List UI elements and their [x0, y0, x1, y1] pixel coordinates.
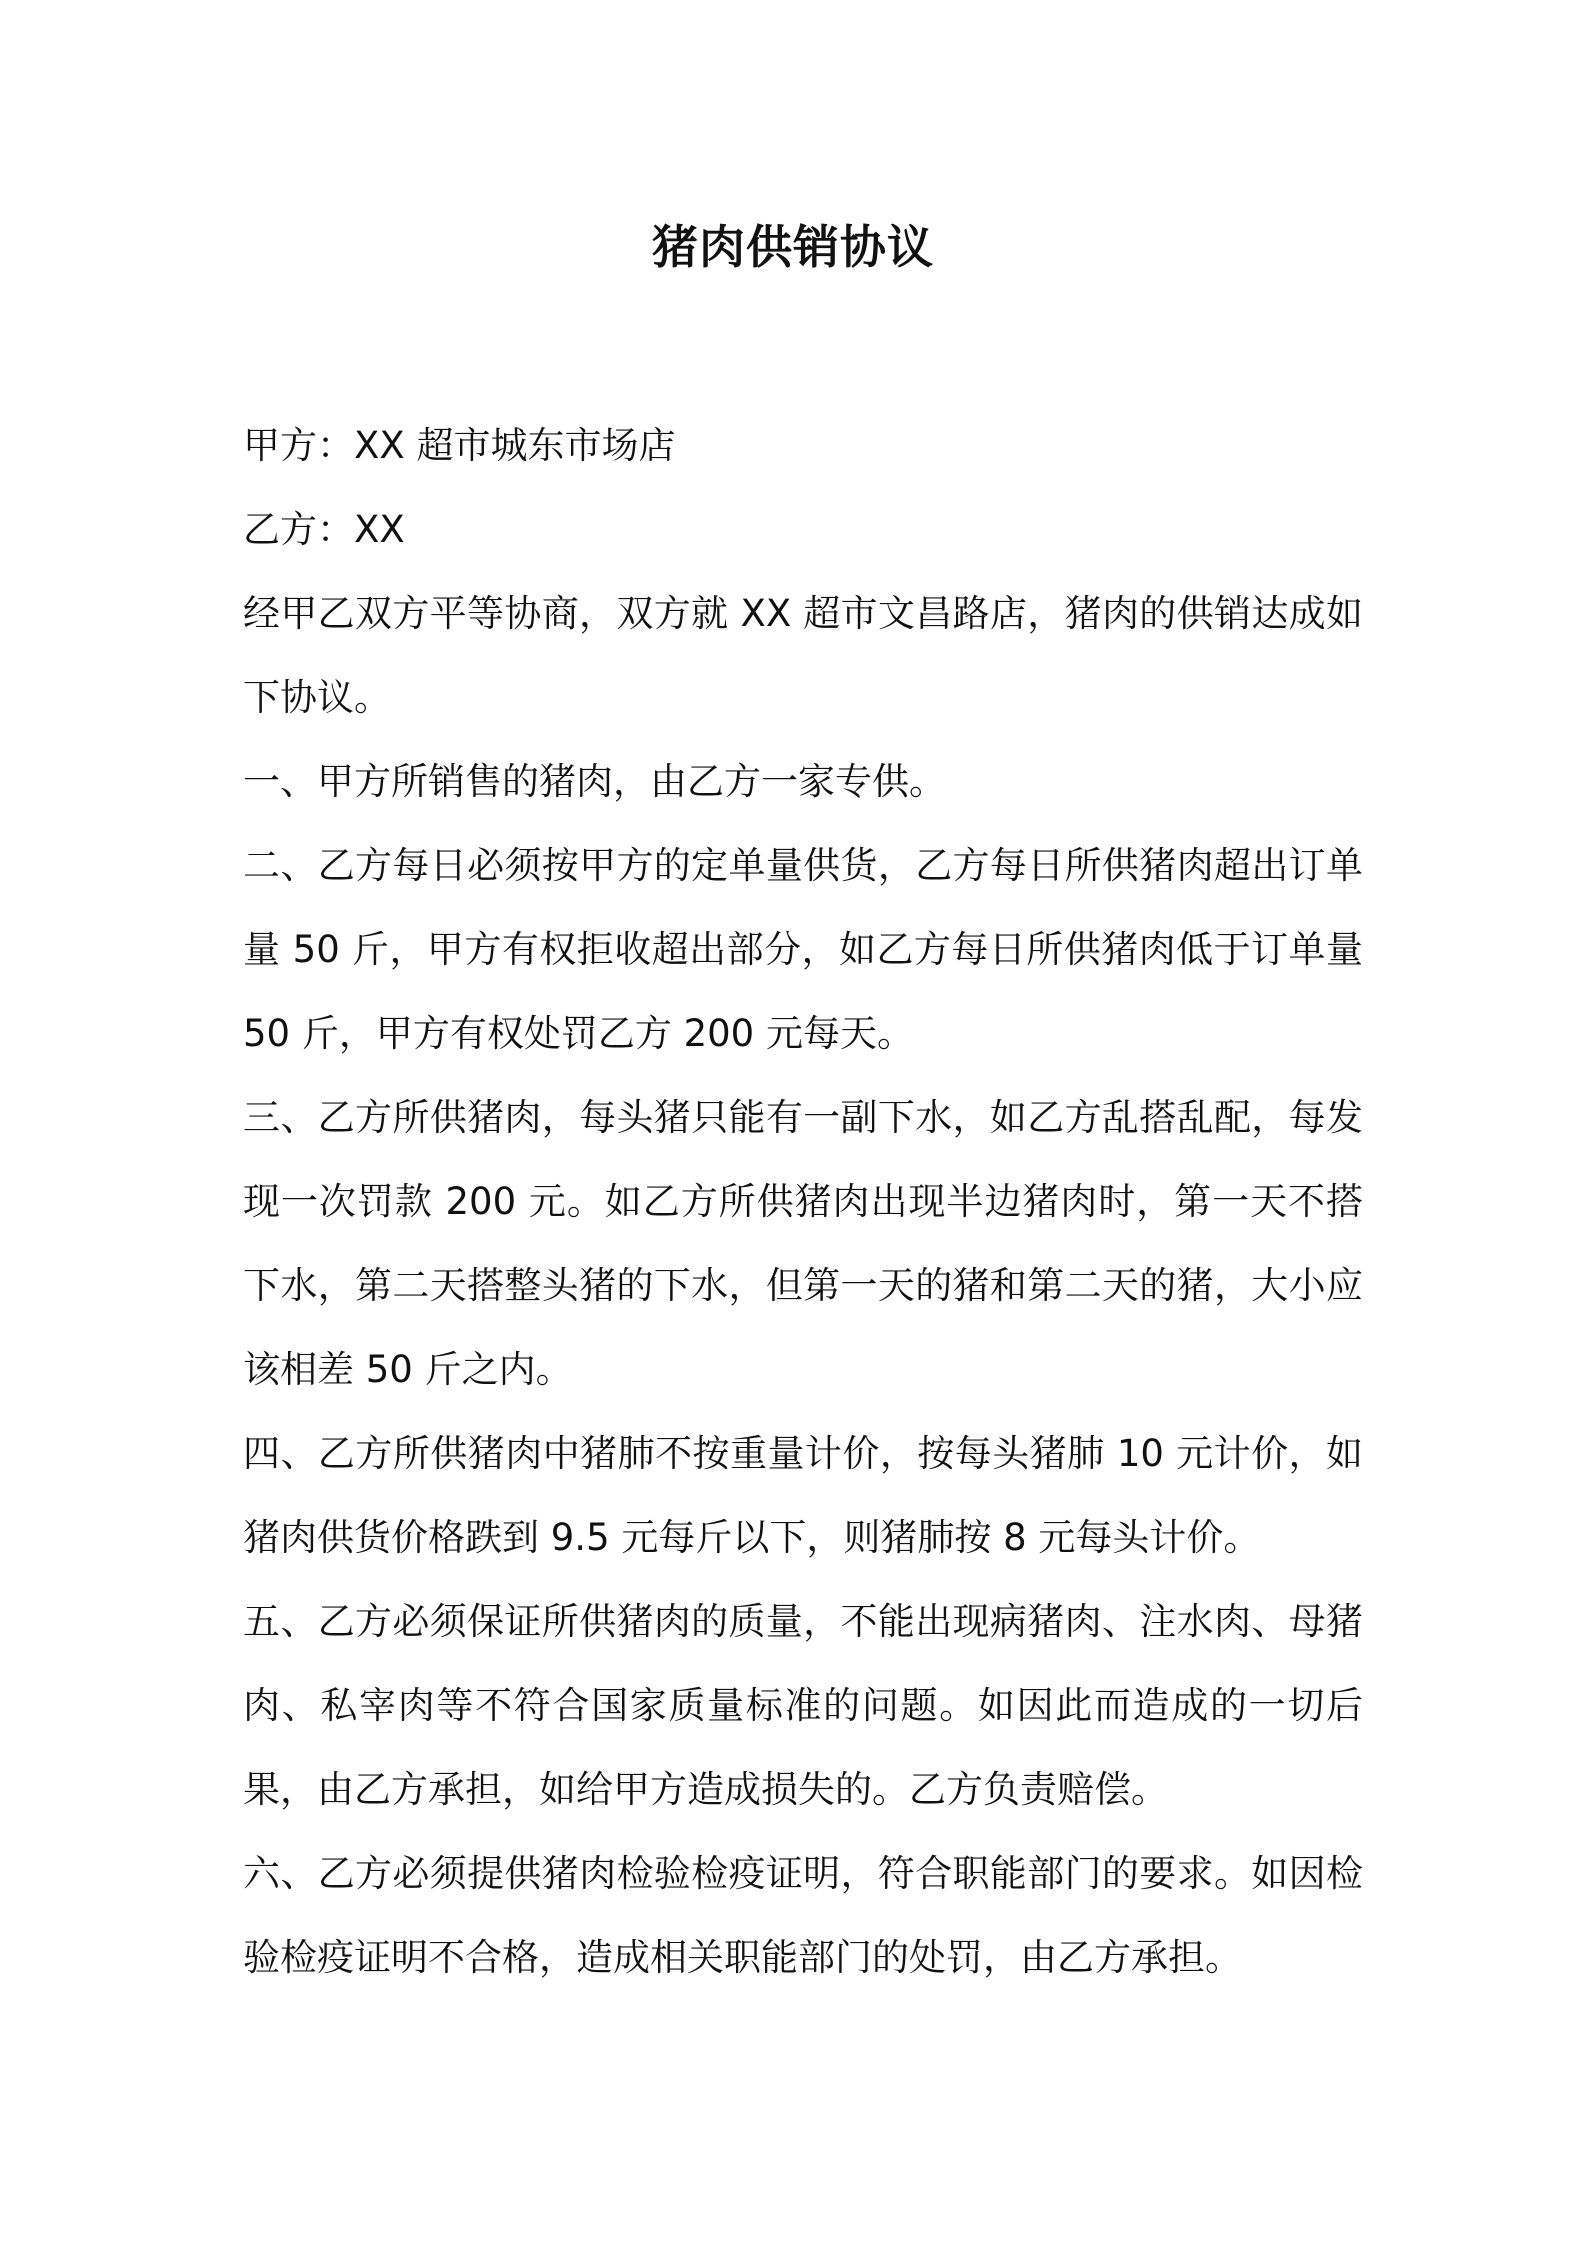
preamble-paragraph: 经甲乙双方平等协商，双方就 XX 超市文昌路店，猪肉的供销达成如下协议。	[243, 592, 1363, 719]
clause-4: 四、乙方所供猪肉中猪肺不按重量计价，按每头猪肺 10 元计价，如猪肉供货价格跌到 9.5 元每斤以下，则猪肺按 8 元每头计价。	[243, 1432, 1363, 1559]
party-b-line: 乙方：XX	[243, 508, 405, 551]
clause-3: 三、乙方所供猪肉，每头猪只能有一副下水，如乙方乱搭乱配，每发现一次罚款 200 元。如乙方所供猪肉出现半边猪肉时，第一天不搭下水，第二天搭整头猪的下水，但第一天的猪和第二天的猪，大小应该相差 50 斤之内。	[243, 1096, 1363, 1391]
party-a-line: 甲方：XX 超市城东市场店	[243, 424, 676, 467]
clause-6: 六、乙方必须提供猪肉检验检疫证明，符合职能部门的要求。如因检验检疫证明不合格，造成相关职能部门的处罚，由乙方承担。	[243, 1852, 1363, 1979]
document-body	[243, 404, 1363, 2000]
clause-5: 五、乙方必须保证所供猪肉的质量，不能出现病猪肉、注水肉、母猪肉、私宰肉等不符合国家质量标准的问题。如因此而造成的一切后果，由乙方承担，如给甲方造成损失的。乙方负责赔偿。	[243, 1600, 1363, 1811]
document-title: 猪肉供销协议	[652, 220, 934, 274]
clause-1: 一、甲方所销售的猪肉，由乙方一家专供。	[243, 760, 946, 803]
clause-2: 二、乙方每日必须按甲方的定单量供货，乙方每日所供猪肉超出订单量 50 斤，甲方有权拒收超出部分，如乙方每日所供猪肉低于订单量 50 斤，甲方有权处罚乙方 200 元每天。	[243, 844, 1363, 1055]
